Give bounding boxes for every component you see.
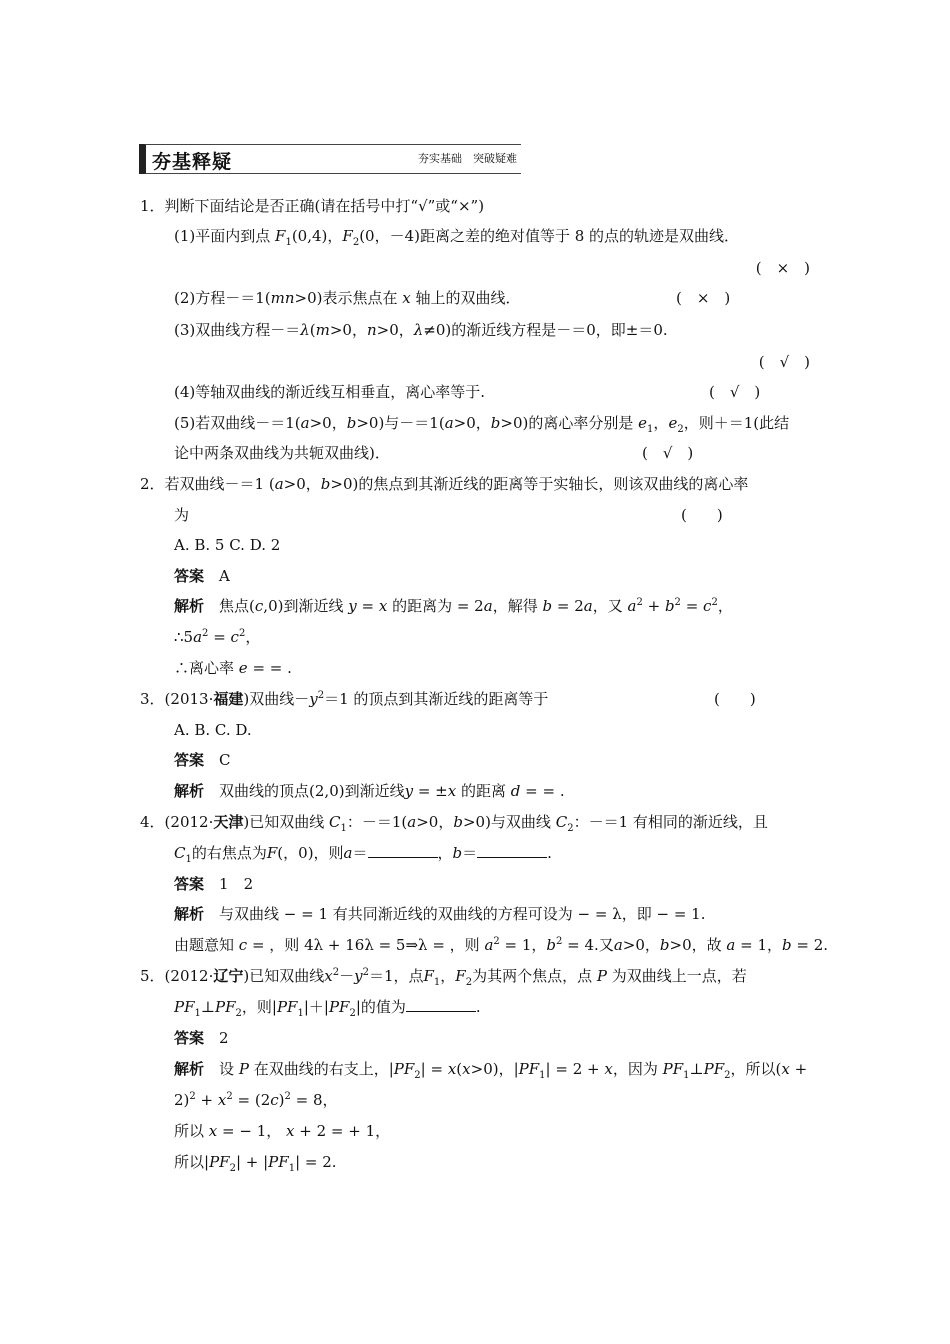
q1-item-3: (3)双曲线方程－＝λ(m>0，n>0，λ≠0)的渐近线方程是－＝0，即±＝0.	[174, 321, 668, 339]
q3-answer: 答案 C	[174, 751, 231, 769]
q5-solution-2: $2)^2 + x^2 = (2c)^2 = 8$，	[174, 1091, 338, 1109]
q2-solution-2: $\therefore 5a^2 = c^2$，	[174, 628, 261, 646]
q2-solution-1: 解析 焦点(c,0)到渐近线 y = x 的距离为 = 2a，解得 b = 2a，又 $a^2 + b^2 = c^2$，	[174, 597, 733, 615]
header-bar	[139, 144, 146, 174]
q3-stem: 3．(2013·福建)双曲线$-y^2=1$ 的顶点到其渐近线的距离等于	[140, 690, 549, 708]
q5-solution-3: 所以 x = − 1， x + 2 = + 1，	[174, 1122, 391, 1140]
section-title: 夯基释疑	[152, 151, 233, 173]
section-subtitle: 夯实基础 突破疑难	[418, 152, 517, 165]
q4-stem-cont: $C_1$的右焦点为F(，0)，则a＝ ，b＝ .	[174, 844, 552, 865]
q1-mark-5: ( √ )	[642, 444, 694, 462]
q1-item-2: (2)方程－＝1(mn>0)表示焦点在 x 轴上的双曲线．	[174, 289, 521, 307]
q5-blank[interactable]	[406, 997, 476, 1012]
q2-stem: 2．若双曲线－＝1 (a>0，b>0)的焦点到其渐近线的距离等于实轴长，则该双曲线的离心率	[140, 475, 749, 493]
q1-mark-2: ( × )	[676, 289, 731, 307]
q1-item-5: (5)若双曲线－＝1(a>0，b>0)与－＝1(a>0，b>0)的离心率分别是 $e_1$，$e_2$，则＋＝1(此结	[174, 414, 790, 435]
q2-paren: ( )	[681, 506, 723, 524]
q3-options: A. B. C. D.	[174, 721, 252, 739]
q5-solution-4: 所以$|PF_2| + |PF_1| = 2$.	[174, 1153, 337, 1174]
q2-stem-cont: 为	[174, 506, 190, 524]
q5-stem-cont: $PF_1\perp PF_2$，则$|PF_1|+|PF_2|$的值为 .	[174, 998, 481, 1019]
q5-stem: 5．(2012·辽宁)已知双曲线$x^2-y^2=1$，点$F_1$，$F_2$为其两个焦点，点 P 为双曲线上一点，若	[140, 967, 747, 988]
q1-mark-1: ( × )	[755, 259, 810, 277]
q4-blank-a[interactable]	[368, 843, 438, 858]
q4-stem: 4．(2012·天津)已知双曲线 $C_1$：－＝1(a>0，b>0)与双曲线 $C_2$：－＝1 有相同的渐近线，且	[140, 813, 768, 834]
q4-blank-b[interactable]	[477, 843, 547, 858]
q5-answer: 答案 2	[174, 1029, 229, 1047]
q1-stem: 1．判断下面结论是否正确(请在括号中打“√”或“×”)	[140, 197, 485, 215]
q1-mark-3: ( √ )	[758, 353, 810, 371]
q2-solution-3: ∴离心率 e = = .	[174, 659, 292, 677]
section-header	[139, 144, 521, 174]
q1-item-4: (4)等轴双曲线的渐近线互相垂直，离心率等于.	[174, 383, 486, 401]
q5-solution-1: 解析 设 P 在双曲线的右支上，$|PF_2| = x(x>0)$，$|PF_1| = 2 + x$，因为 $PF_1\perp PF_2$，所以(x +	[174, 1060, 808, 1081]
q1-item-1: (1)平面内到点 $F_1(0,4)$，$F_2(0$，－4)距离之差的绝对值等于 8 的点的轨迹是双曲线．	[174, 227, 740, 248]
q3-paren: ( )	[714, 690, 756, 708]
q3-solution: 解析 双曲线的顶点(2,0)到渐近线y = ±x 的距离 d = = .	[174, 782, 565, 800]
q1-item-5-cont: 论中两条双曲线为共轭双曲线)．	[174, 444, 390, 462]
q4-solution-1: 解析 与双曲线 − = 1 有共同渐近线的双曲线的方程可设为 − = λ，即 − = 1.	[174, 905, 706, 923]
q1-mark-4: ( √ )	[709, 383, 761, 401]
header-rule-top	[145, 144, 521, 145]
q4-solution-2: 由题意知 c = ，则 4λ + 16λ = 5⇒λ = ，则 $a^2 = 1$，$b^2 = 4$.又a>0，b>0，故 a = 1，b = 2.	[174, 936, 829, 954]
q2-answer: 答案 A	[174, 567, 230, 585]
q4-answer: 答案 1 2	[174, 875, 254, 893]
q2-options: A. B. 5 C. D. 2	[174, 536, 281, 554]
